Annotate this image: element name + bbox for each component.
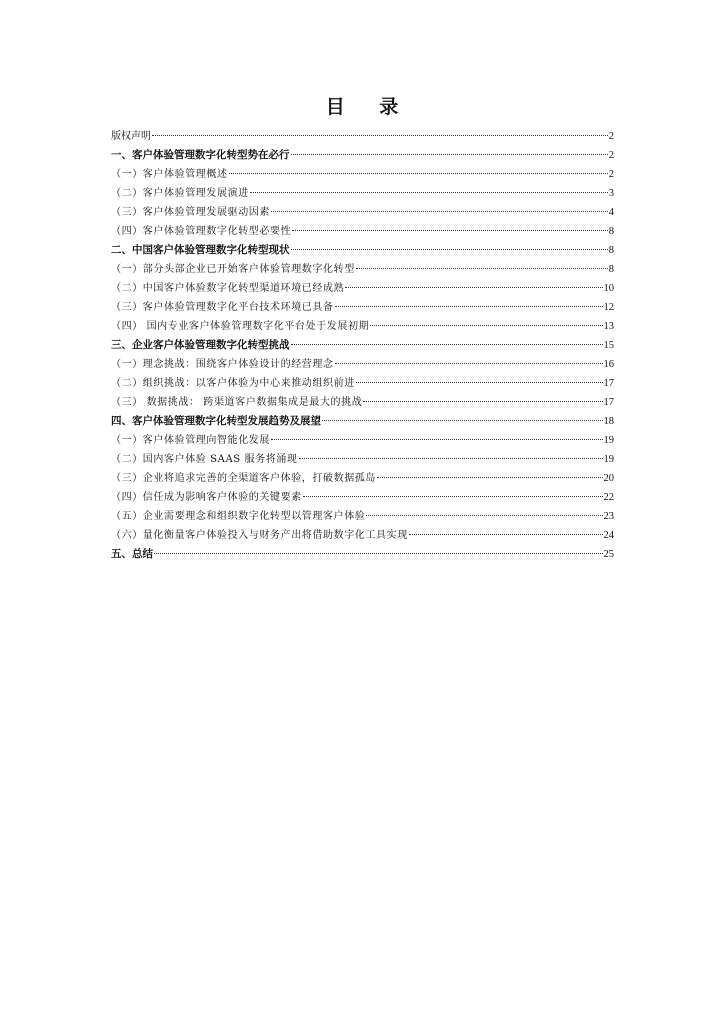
toc-entry-label: （四）客户体验管理数字化转型必要性 xyxy=(111,226,292,237)
toc-entry-label: （三）客户体验管理数字化平台技术环境已具备 xyxy=(111,302,334,313)
toc-entry[interactable] xyxy=(111,355,614,374)
toc-chapter-entry[interactable] xyxy=(111,412,614,431)
toc-entry-label: （一）客户体验管理向智能化发展 xyxy=(111,435,270,446)
toc-entry[interactable] xyxy=(111,184,614,203)
page-title: 目 录 xyxy=(325,96,413,118)
toc-entry-label: （二）国内客户体验 SAAS 服务将涌现 xyxy=(111,454,298,465)
toc-entry[interactable] xyxy=(111,374,614,393)
toc-entry-page-number: 15 xyxy=(603,340,614,351)
toc-entry-label: （一）理念挑战：围绕客户体验设计的经营理念 xyxy=(111,359,334,370)
toc-entry[interactable] xyxy=(111,279,614,298)
dot-leader xyxy=(271,211,608,212)
toc-entry-label: 一、客户体验管理数字化转型势在必行 xyxy=(111,149,290,161)
toc-entry-page-number: 2 xyxy=(608,169,614,180)
toc-entry-label: （一）客户体验管理概述 xyxy=(111,169,228,180)
toc-entry-page-number: 17 xyxy=(603,397,614,408)
toc-entry-page-number: 24 xyxy=(603,530,614,541)
toc-entry-page-number: 23 xyxy=(603,511,614,522)
dot-leader xyxy=(356,268,608,269)
dot-leader xyxy=(292,230,608,231)
toc-entry-label: 三、企业客户体验管理数字化转型挑战 xyxy=(111,339,290,351)
toc-entry[interactable] xyxy=(111,127,614,146)
toc-entry-label: （三）企业将追求完善的全渠道客户体验，打破数据孤岛 xyxy=(111,473,376,484)
toc-entry[interactable] xyxy=(111,507,614,526)
toc-entry-page-number: 17 xyxy=(603,378,614,389)
toc-entry-page-number: 3 xyxy=(608,188,614,199)
dot-leader xyxy=(229,173,608,174)
toc-entry-page-number: 10 xyxy=(603,283,614,294)
dot-leader xyxy=(409,534,603,535)
dot-leader xyxy=(154,553,603,554)
toc-entry-label: 版权声明 xyxy=(111,131,151,142)
toc-entry-page-number: 8 xyxy=(608,264,614,275)
toc-chapter-entry[interactable] xyxy=(111,545,614,564)
dot-leader xyxy=(366,515,602,516)
toc-entry-label: 四、客户体验管理数字化转型发展趋势及展望 xyxy=(111,415,321,427)
dot-leader xyxy=(291,249,608,250)
toc-entry-page-number: 13 xyxy=(603,321,614,332)
toc-entry-label: （二）中国客户体验数字化转型渠道环境已经成熟 xyxy=(111,283,345,294)
toc-entry-label: （三） 数据挑战： 跨渠道客户数据集成是最大的挑战 xyxy=(111,397,363,408)
toc-entry-label: （一）部分头部企业已开始客户体验管理数字化转型 xyxy=(111,264,355,275)
toc-entry-page-number: 16 xyxy=(603,359,614,370)
dot-leader xyxy=(271,439,603,440)
dot-leader xyxy=(345,287,602,288)
toc-entry-page-number: 4 xyxy=(608,207,614,218)
toc-entry-label: （四） 国内专业客户体验管理数字化平台处于发展初期 xyxy=(111,321,370,332)
toc-entry-label: 五、总结 xyxy=(111,548,153,560)
dot-leader xyxy=(291,154,608,155)
toc-entry-label: （二）组织挑战：以客户体验为中心来推动组织前进 xyxy=(111,378,355,389)
toc-entry[interactable] xyxy=(111,317,614,336)
toc-entry[interactable] xyxy=(111,260,614,279)
toc-entry-page-number: 19 xyxy=(603,454,614,465)
toc-entry-label: （三）客户体验管理发展驱动因素 xyxy=(111,207,270,218)
toc-entry-page-number: 8 xyxy=(608,226,614,237)
toc-entry-label: 二、中国客户体验管理数字化转型现状 xyxy=(111,244,290,256)
toc-entry-page-number: 19 xyxy=(603,435,614,446)
toc-entry-label: （五）企业需要理念和组织数字化转型以管理客户体验 xyxy=(111,511,366,522)
dot-leader xyxy=(303,496,603,497)
dot-leader xyxy=(152,135,608,136)
toc-entry[interactable] xyxy=(111,488,614,507)
toc-entry-page-number: 20 xyxy=(603,473,614,484)
toc-entry[interactable] xyxy=(111,450,614,469)
toc-chapter-entry[interactable] xyxy=(111,241,614,260)
dot-leader xyxy=(377,477,603,478)
dot-leader xyxy=(363,401,602,402)
toc-entry[interactable] xyxy=(111,222,614,241)
toc-entry-page-number: 12 xyxy=(603,302,614,313)
dot-leader xyxy=(356,382,603,383)
toc-entry-label: （二）客户体验管理发展演进 xyxy=(111,188,249,199)
toc-entry[interactable] xyxy=(111,165,614,184)
toc-chapter-entry[interactable] xyxy=(111,146,614,165)
dot-leader xyxy=(335,363,603,364)
toc-entry-label: （六）量化衡量客户体验投入与财务产出将借助数字化工具实现 xyxy=(111,530,408,541)
toc-entry-page-number: 8 xyxy=(608,245,614,256)
toc-entry-page-number: 25 xyxy=(603,549,614,560)
toc-entry-page-number: 18 xyxy=(603,416,614,427)
toc-entry[interactable] xyxy=(111,431,614,450)
toc-entry-page-number: 2 xyxy=(608,150,614,161)
dot-leader xyxy=(370,325,602,326)
dot-leader xyxy=(250,192,608,193)
toc-entry[interactable] xyxy=(111,526,614,545)
toc-entry[interactable] xyxy=(111,298,614,317)
table-of-contents xyxy=(111,127,614,564)
toc-entry-page-number: 22 xyxy=(603,492,614,503)
dot-leader xyxy=(299,458,603,459)
toc-entry[interactable] xyxy=(111,203,614,222)
toc-entry[interactable] xyxy=(111,469,614,488)
toc-entry[interactable] xyxy=(111,393,614,412)
dot-leader xyxy=(335,306,603,307)
toc-entry-page-number: 2 xyxy=(608,131,614,142)
toc-entry-label: （四）信任成为影响客户体验的关键要素 xyxy=(111,492,302,503)
toc-chapter-entry[interactable] xyxy=(111,336,614,355)
dot-leader xyxy=(291,344,603,345)
dot-leader xyxy=(322,420,603,421)
